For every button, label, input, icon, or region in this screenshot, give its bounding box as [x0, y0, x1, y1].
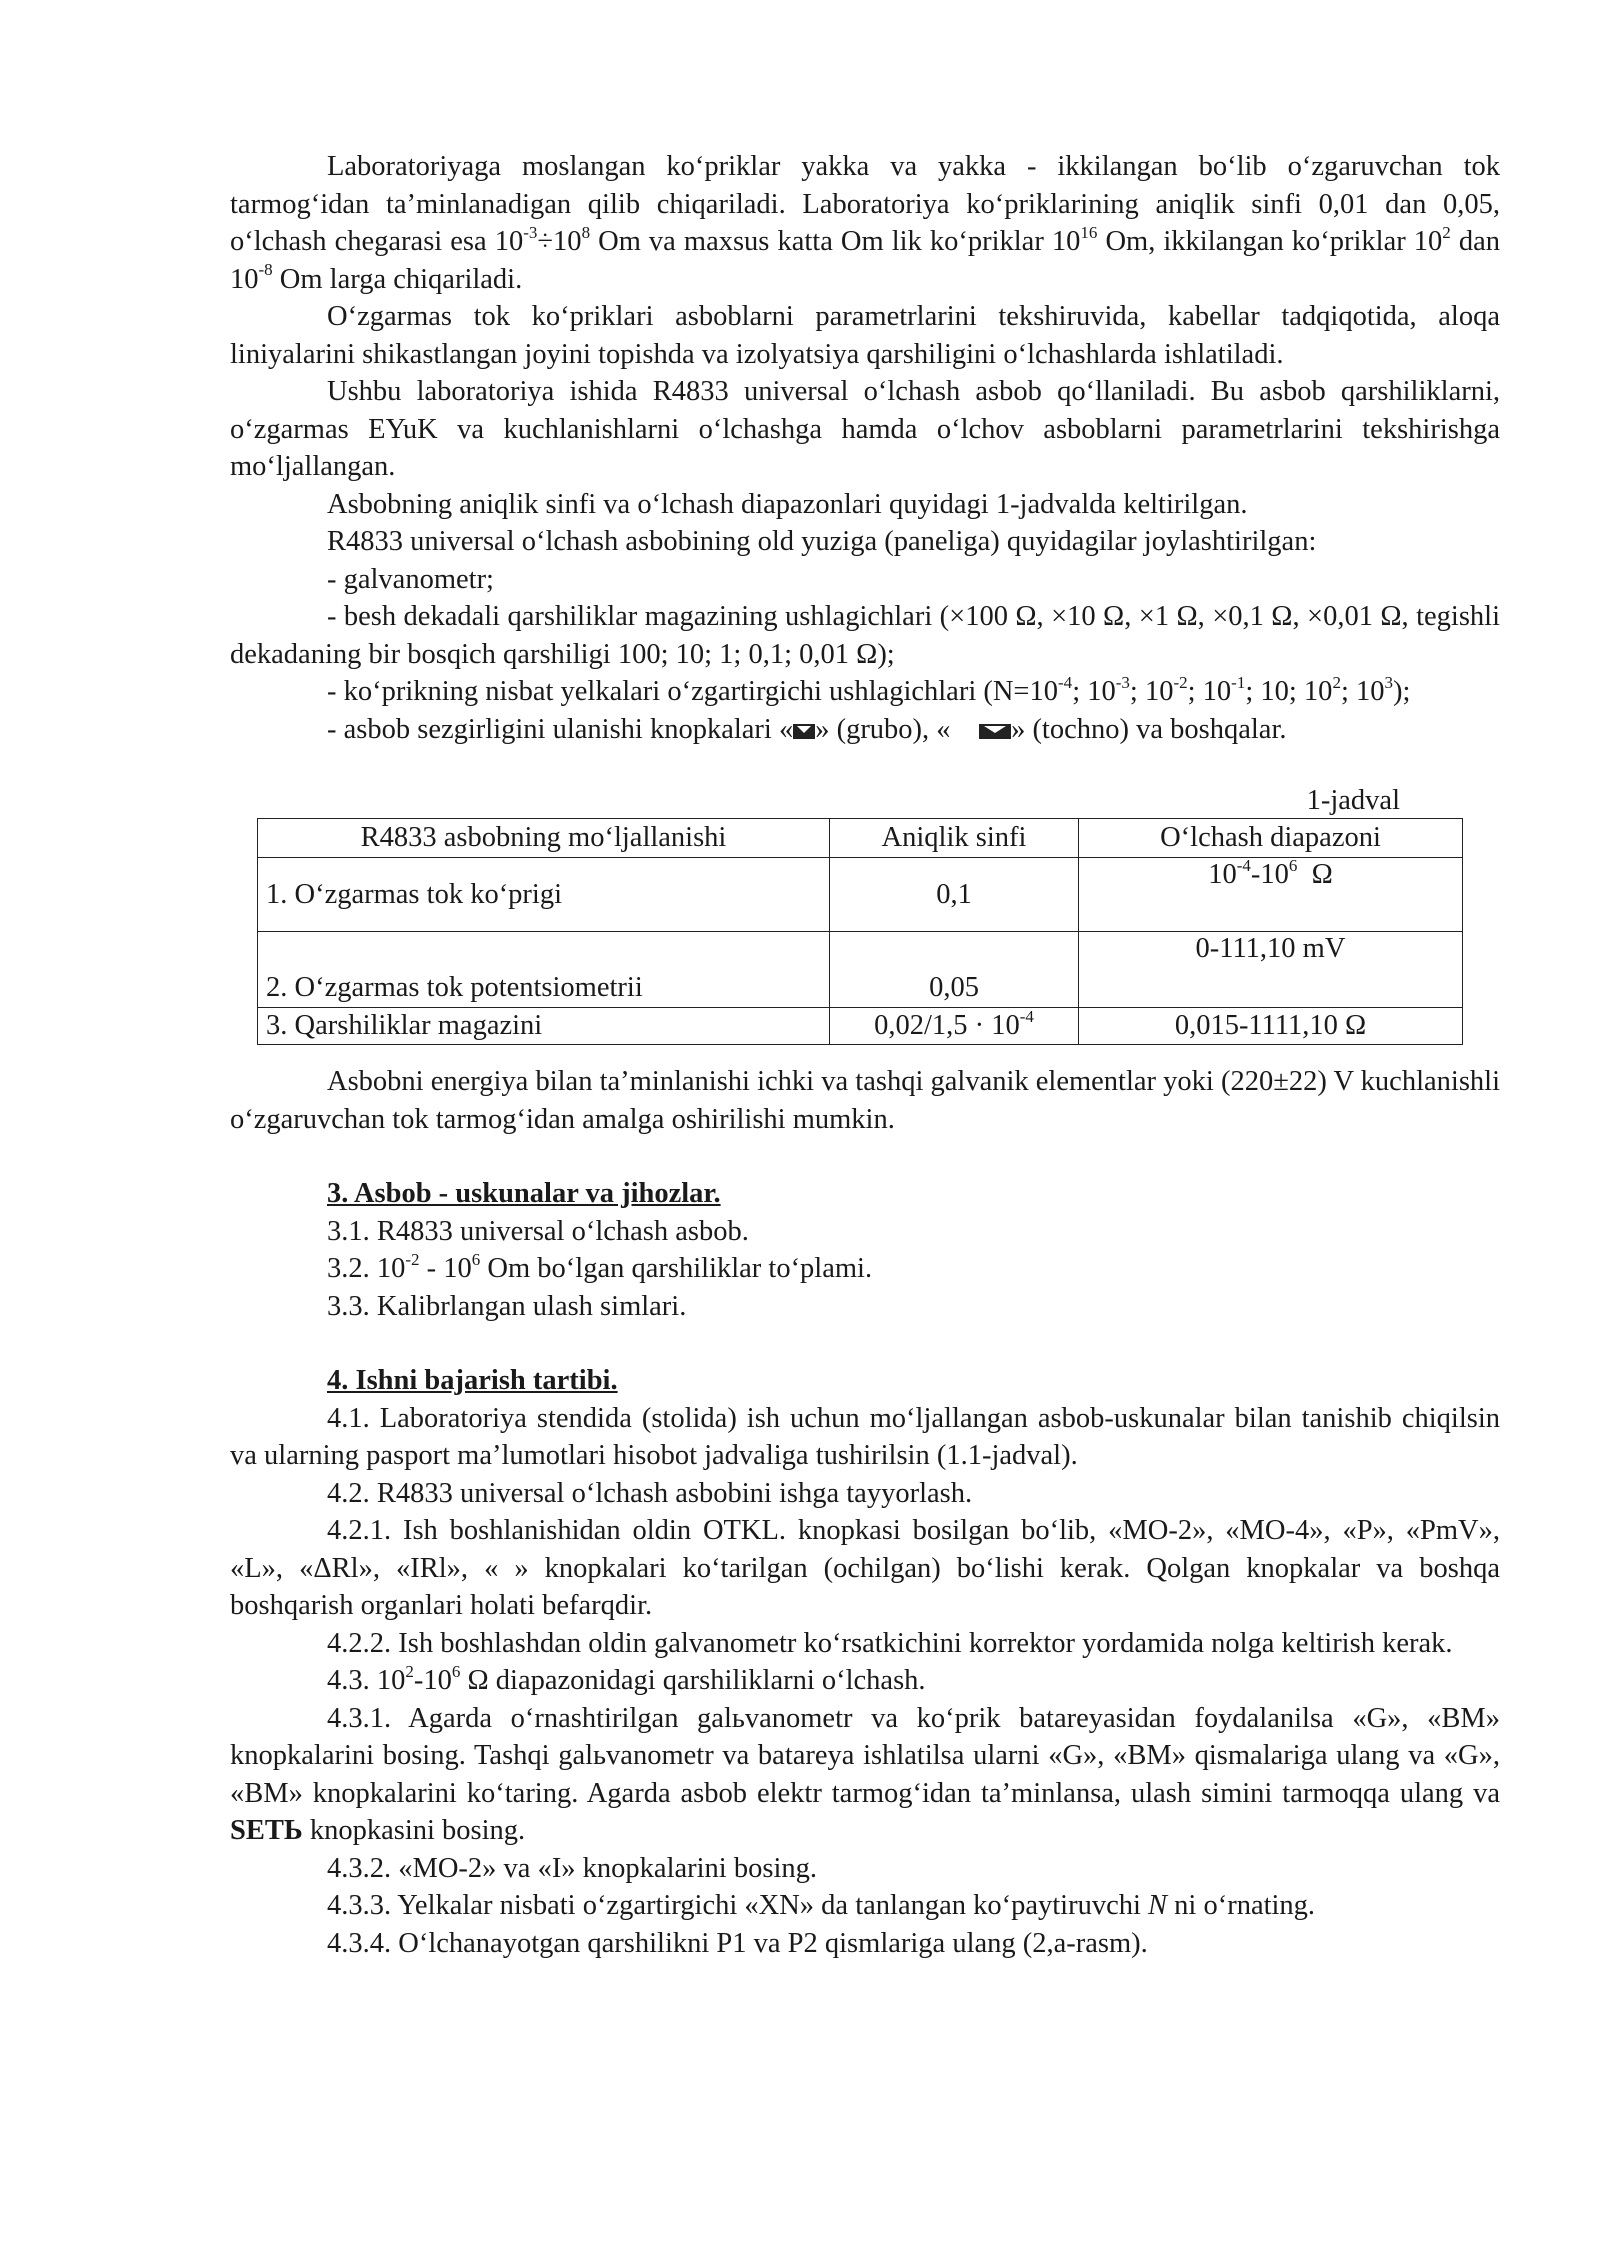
cell-accuracy: 0,1 — [830, 858, 1079, 932]
list-item-3-2: 3.2. $10^{-2} - 10^6$ Om bo‘lgan qarshiliklar to‘plami. — [327, 1249, 873, 1284]
step-4-3: 4.3. $10^2-10^6$ Ω diapazonidagi qarshiliklarni o‘lchash. — [327, 1661, 926, 1696]
button-down-icon — [793, 724, 815, 739]
table-row — [258, 932, 1463, 1008]
step-4-3-2: 4.3.2. «MO-2» va «I» knopkalarini bosing. — [327, 1852, 817, 1884]
step-4-3-3: 4.3.3. Yelkalar nisbati o‘zgartirgichi «XN» da tanlangan ko‘paytiruvchi N ni o‘rnating. — [327, 1890, 1316, 1921]
list-item-ratio-arms: - ko‘prikning nisbat yelkalari o‘zgartirgichi ushlagichlari ($N=10^{-4}$; $10^{-3}$; $10^{-2}$; $10^{-1}$; 10; $10^2$; $10^3$); — [327, 672, 1411, 707]
column-header-range: O‘lchash diapazoni — [1079, 819, 1463, 858]
step-4-2: 4.2. R4833 universal o‘lchash asbobini ishga tayyorlash. — [327, 1477, 973, 1509]
step-4-3-1: 4.3.1. Agarda o‘rnashtirilgan galьvanometr va ko‘prik batareyasidan foydalanilsa «G», «BM» knopkalarini bosing. Tashqi galьvanometr va batareya ishlatilsa ularni «G», «BM» qismalariga ulang va «G», «BM» knopkalarini ko‘taring. Agarda asbob elektr tarmog‘idan ta’minlansa, ulash simini tarmoqqa ulang va SETЬ knopkasini bosing. — [230, 1702, 1500, 1846]
table-row — [258, 858, 1463, 932]
cell-accuracy: $0,02/1,5 \cdot 10^{-4}$ — [830, 1008, 1079, 1045]
cell-range: 0,015-1111,10 Ω — [1079, 1008, 1463, 1045]
step-4-2-1: 4.2.1. Ish boshlanishidan oldin OTKL. knopkasi bosilgan bo‘lib, «MO-2», «MO-4», «P», «PmV», «L», «ΔRl», «IRl», « » knopkalari ko‘tarilgan (ochilgan) bo‘lishi kerak. Qolgan knopkalar va boshqa boshqarish organlari holati befarqdir. — [230, 1515, 1500, 1621]
cell-range: 0-111,10 mV — [1079, 932, 1463, 1008]
list-item-3-3: 3.3. Kalibrlangan ulash simlari. — [327, 1290, 687, 1322]
cell-purpose: 1. O‘zgarmas tok ko‘prigi — [258, 858, 830, 932]
list-item-galvanometer: - galvanometr; — [327, 563, 494, 595]
specs-table — [257, 818, 1463, 1045]
section-4-title: 4. Ishni bajarish tartibi. — [327, 1365, 618, 1396]
button-double-icon — [979, 724, 1011, 739]
list-item-decade-magazine: - besh dekadali qarshiliklar magazining ushlagichlari (×100 Ω, ×10 Ω, ×1 Ω, ×0,1 Ω, ×0,01 Ω, tegishli dekadaning bir bosqich qarshiligi 100; 10; 1; 0,1; 0,01 Ω); — [230, 601, 1500, 670]
cell-purpose: 2. O‘zgarmas tok potentsiometrii — [258, 932, 830, 1008]
cell-accuracy: 0,05 — [830, 932, 1079, 1008]
list-item-sensitivity-buttons: - asbob sezgirligini ulanishi knopkalari « » (grubo), « » (tochno) va boshqalar. — [327, 713, 1287, 745]
cell-range: $10^{-4}-10^6$ Ω — [1079, 858, 1463, 932]
step-4-3-4: 4.3.4. O‘lchanayotgan qarshilikni P1 va P2 qismlariga ulang (2,a-rasm). — [327, 1927, 1148, 1959]
table-header-row — [258, 819, 1463, 858]
paragraph-dc-bridges-usage: O‘zgarmas tok ko‘priklari asboblarni parametrlarini tekshiruvida, kabellar tadqiqotida, aloqa liniyalarini shikastlangan joyini topishda va izolyatsiya qarshiligini o‘lchashlarda ishlatiladi. — [230, 301, 1500, 370]
paragraph-bridges-intro: Laboratoriyaga moslangan ko‘priklar yakka va yakka - ikkilangan bo‘lib o‘zgaruvchan tok tarmog‘idan ta’minlanadigan qilib chiqariladi. Laboratoriya ko‘priklarining aniqlik sinfi 0,01 dan 0,05, o‘lchash chegarasi esa $10^{-3}\div 10^8$ Om va maxsus katta Om lik ko‘priklar $10^{16}$ Om, ikkilangan ko‘priklar $10^2$ dan $10^{-8}$ Om larga chiqariladi. — [230, 151, 1500, 295]
step-4-1: 4.1. Laboratoriya stendida (stolida) ish uchun mo‘ljallangan asbob-uskunalar bilan tanishib chiqilsin va ularning pasport ma’lumotlari hisobot jadvaliga tushirilsin (1.1-jadval). — [230, 1402, 1500, 1471]
column-header-purpose: R4833 asbobning mo‘ljallanishi — [258, 819, 830, 858]
paragraph-panel-intro: R4833 universal o‘lchash asbobining old yuziga (paneliga) quyidagilar joylashtirilgan: — [327, 526, 1317, 557]
paragraph-table-reference: Asbobning aniqlik sinfi va o‘lchash diapazonlari quyidagi 1-jadvalda keltirilgan. — [327, 488, 1248, 520]
list-item-3-1: 3.1. R4833 universal o‘lchash asbob. — [327, 1215, 749, 1247]
table-row — [258, 1008, 1463, 1045]
paragraph-power-supply: Asbobni energiya bilan ta’minlanishi ichki va tashqi galvanik elementlar yoki (220±22) V kuchlanishli o‘zgaruvchan tok tarmog‘idan amalga oshirilishi mumkin. — [230, 1066, 1500, 1135]
step-4-2-2: 4.2.2. Ish boshlashdan oldin galvanometr ko‘rsatkichini korrektor yordamida nolga keltirish kerak. — [327, 1627, 1453, 1659]
table-caption: 1-jadval — [1306, 785, 1400, 816]
cell-purpose: 3. Qarshiliklar magazini — [258, 1008, 830, 1045]
paragraph-r4833-intro: Ushbu laboratoriya ishida R4833 universal o‘lchash asbob qo‘llaniladi. Bu asbob qarshiliklarni, o‘zgarmas EYuK va kuchlanishlarni o‘lchashga hamda o‘lchov asboblarni parametrlarini tekshirishga mo‘ljallangan. — [230, 376, 1500, 482]
section-3-title: 3. Asbob - uskunalar va jihozlar. — [327, 1178, 721, 1209]
column-header-accuracy: Aniqlik sinfi — [830, 819, 1079, 858]
